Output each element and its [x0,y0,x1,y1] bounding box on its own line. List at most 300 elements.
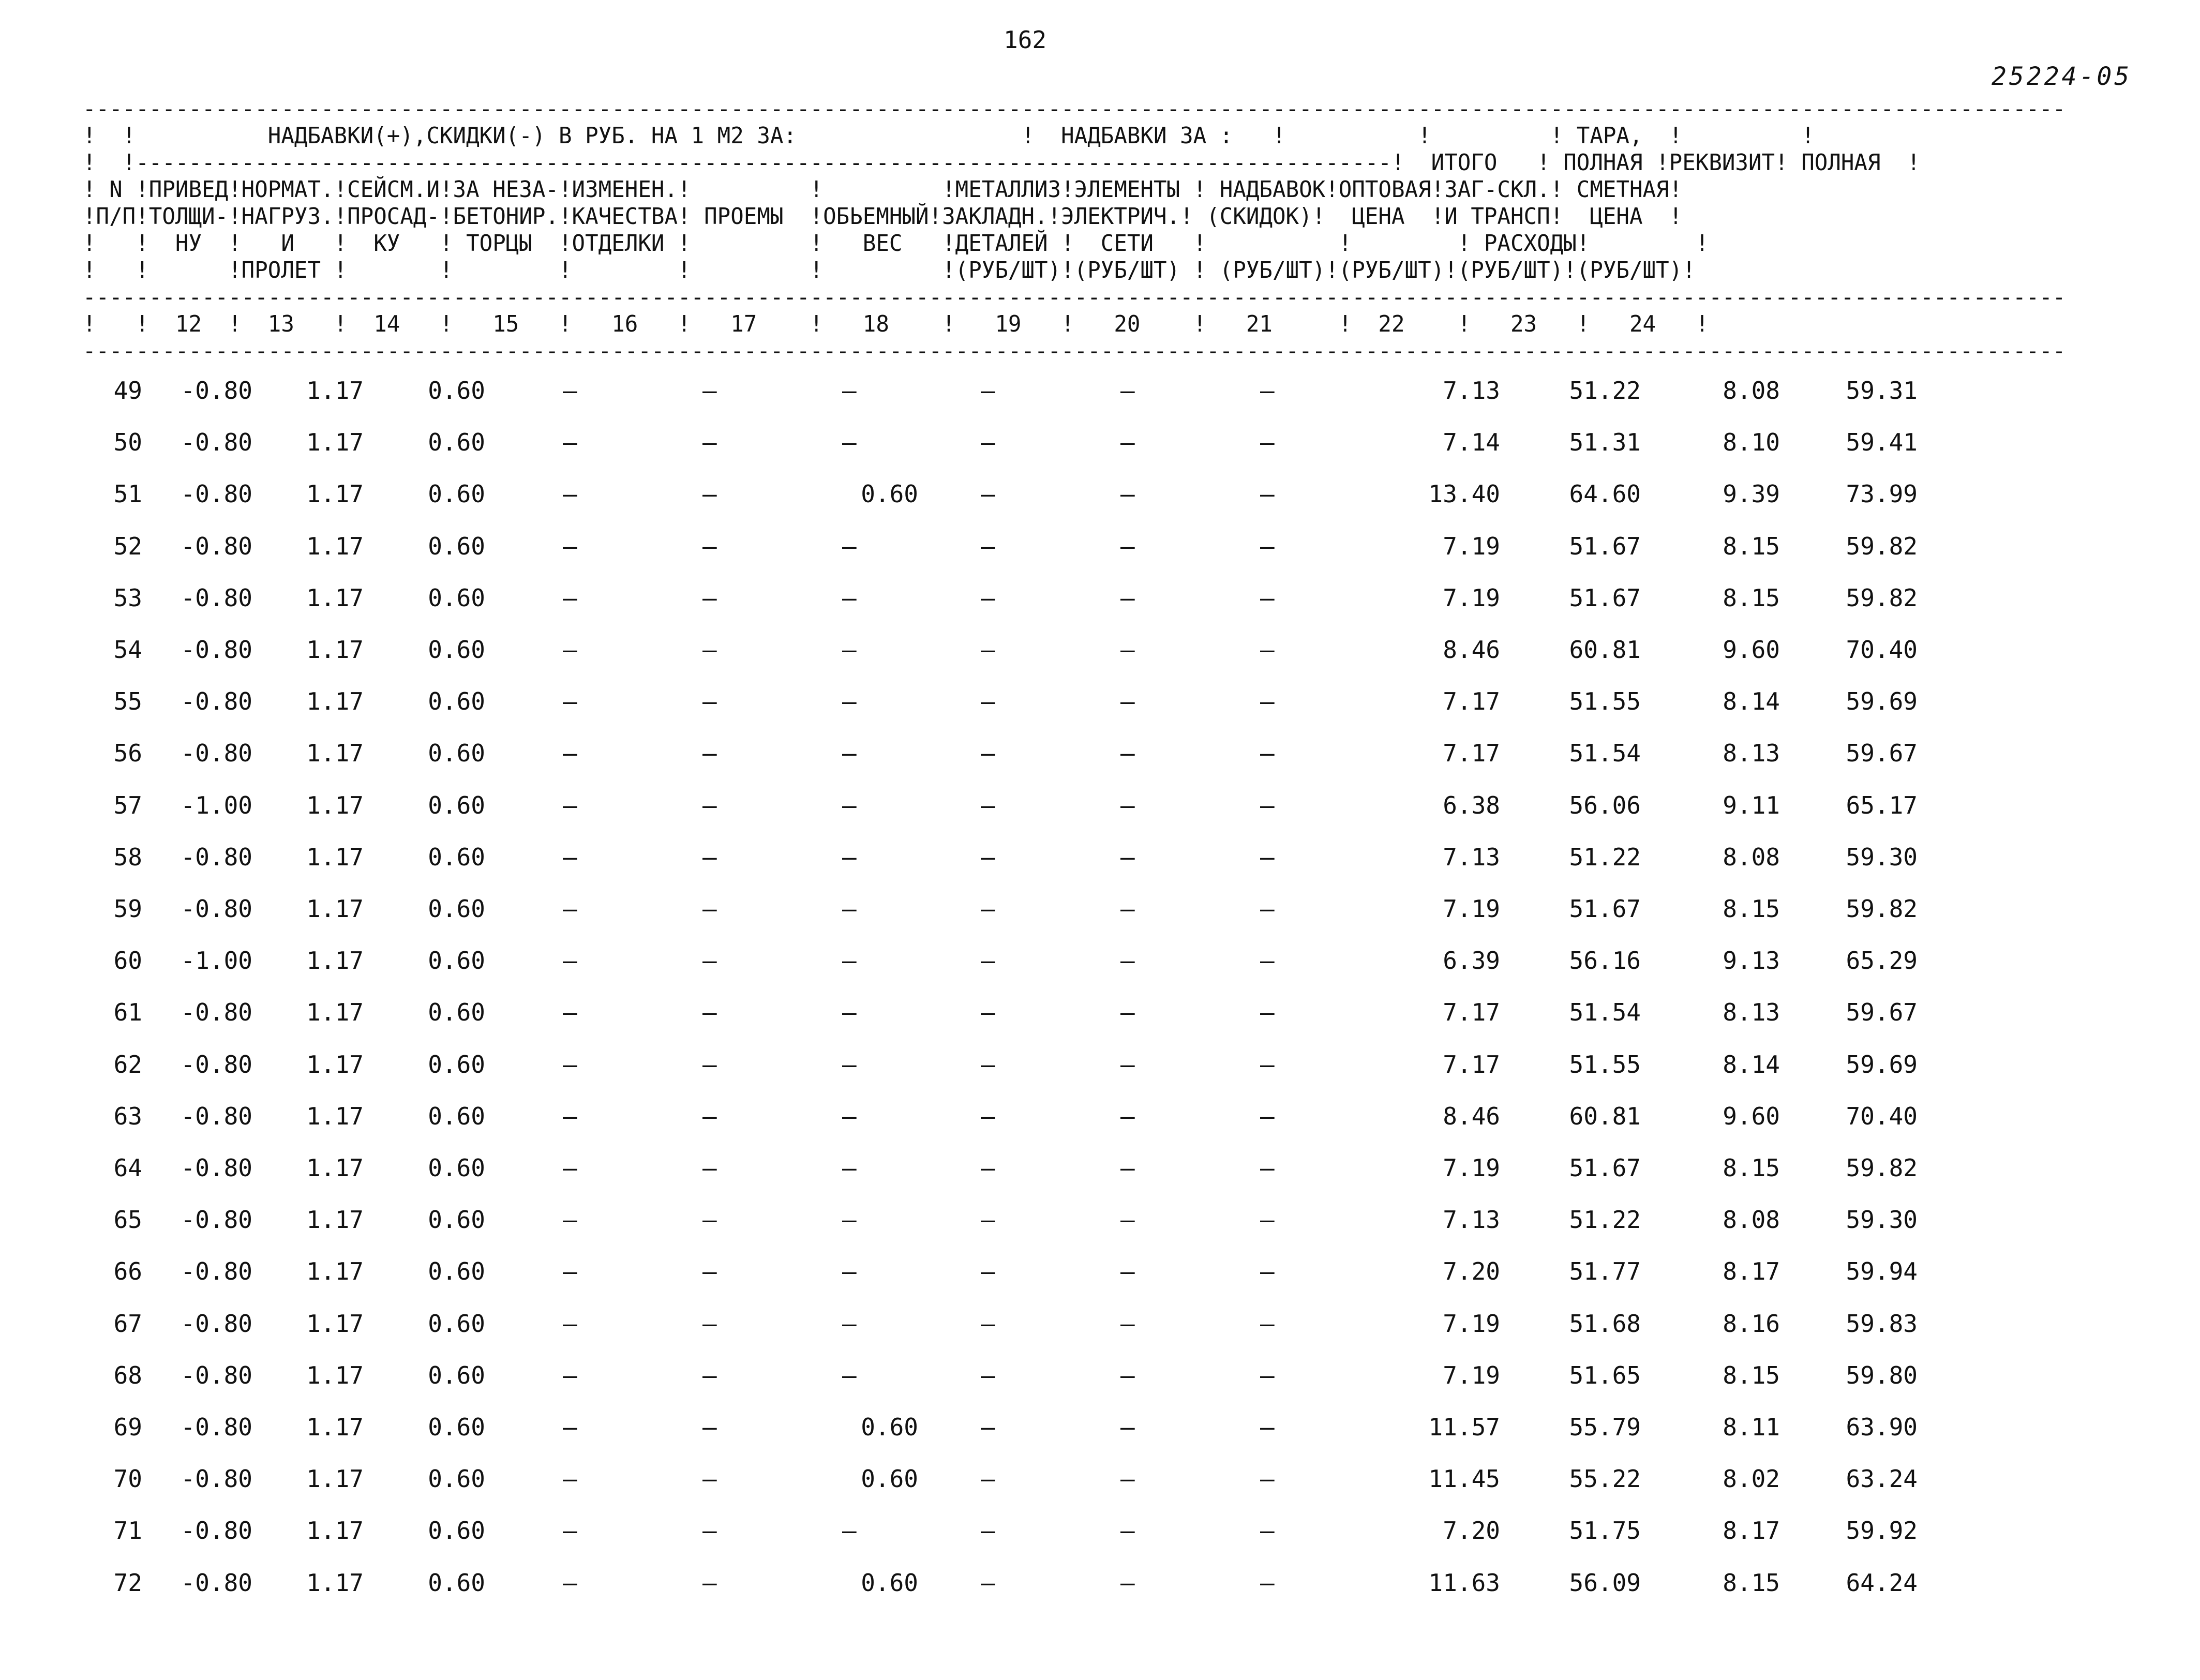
openings-markup: – [842,583,857,612]
packaging-transport: 9.11 [1723,791,1780,819]
electrical-markup: – [1260,895,1275,923]
thickness-discount: -0.80 [181,377,252,404]
end-concreting-markup: – [563,532,577,560]
electrical-markup: – [1260,1413,1275,1441]
finish-quality-markup: – [702,895,717,923]
electrical-markup: – [1260,687,1275,716]
end-concreting-markup: – [563,947,577,975]
seismic-markup: 0.60 [428,1050,485,1078]
row-number: 60 [113,947,142,975]
volume-weight-markup: – [981,998,995,1027]
table-row [0,1465,2200,1496]
metallization-markup: – [1120,687,1135,716]
metallization-markup: – [1120,1050,1135,1078]
wholesale-price: 55.79 [1569,1413,1641,1441]
row-number: 62 [113,1050,142,1078]
load-span-markup: 1.17 [306,583,364,612]
end-concreting-markup: – [563,1568,577,1597]
metallization-markup: – [1120,1413,1135,1441]
row-number: 66 [113,1257,142,1286]
wholesale-price: 51.55 [1569,687,1641,716]
row-number: 65 [113,1206,142,1234]
table-row [0,636,2200,667]
metallization-markup: – [1120,1361,1135,1389]
table-row [0,947,2200,978]
finish-quality-markup: – [702,636,717,664]
finish-quality-markup: – [702,428,717,457]
wholesale-price: 51.65 [1569,1361,1641,1389]
row-number: 71 [113,1517,142,1545]
openings-markup: – [842,1154,857,1182]
seismic-markup: 0.60 [428,636,485,664]
end-concreting-markup: – [563,1154,577,1182]
estimate-price: 59.92 [1846,1517,1918,1545]
seismic-markup: 0.60 [428,895,485,923]
table-row [0,1102,2200,1133]
row-number: 56 [113,739,142,768]
total-markups: 7.19 [1443,532,1500,560]
finish-quality-markup: – [702,583,717,612]
metallization-markup: – [1120,739,1135,768]
volume-weight-markup: – [981,1154,995,1182]
thickness-discount: -0.80 [181,1413,252,1441]
thickness-discount: -0.80 [181,1102,252,1130]
end-concreting-markup: – [563,1361,577,1389]
thickness-discount: -0.80 [181,1154,252,1182]
packaging-transport: 8.02 [1723,1465,1780,1493]
table-row [0,584,2200,615]
electrical-markup: – [1260,1257,1275,1286]
packaging-transport: 9.39 [1723,480,1780,508]
load-span-markup: 1.17 [306,428,364,457]
seismic-markup: 0.60 [428,1465,485,1493]
metallization-markup: – [1120,1206,1135,1234]
electrical-markup: – [1260,636,1275,664]
end-concreting-markup: – [563,1517,577,1545]
metallization-markup: – [1120,532,1135,560]
table-row [0,843,2200,874]
metallization-markup: – [1120,1102,1135,1130]
wholesale-price: 60.81 [1569,636,1641,664]
finish-quality-markup: – [702,1154,717,1182]
finish-quality-markup: – [702,1050,717,1078]
wholesale-price: 51.75 [1569,1517,1641,1545]
end-concreting-markup: – [563,895,577,923]
total-markups: 7.19 [1443,1309,1500,1338]
estimate-price: 65.29 [1846,947,1918,975]
packaging-transport: 8.08 [1723,377,1780,404]
metallization-markup: – [1120,1309,1135,1338]
total-markups: 7.17 [1443,687,1500,716]
row-number: 67 [113,1309,142,1338]
wholesale-price: 51.67 [1569,895,1641,923]
load-span-markup: 1.17 [306,1517,364,1545]
row-number: 64 [113,1154,142,1182]
volume-weight-markup: – [981,1102,995,1130]
openings-markup: – [842,1517,857,1545]
seismic-markup: 0.60 [428,1361,485,1389]
thickness-discount: -0.80 [181,532,252,560]
table-row [0,998,2200,1029]
table-row [0,1051,2200,1082]
volume-weight-markup: – [981,1517,995,1545]
thickness-discount: -0.80 [181,739,252,768]
metallization-markup: – [1120,1568,1135,1597]
end-concreting-markup: – [563,428,577,457]
metallization-markup: – [1120,791,1135,819]
finish-quality-markup: – [702,947,717,975]
electrical-markup: – [1260,1517,1275,1545]
wholesale-price: 55.22 [1569,1465,1641,1493]
finish-quality-markup: – [702,532,717,560]
table-row [0,1310,2200,1341]
row-number: 54 [113,636,142,664]
packaging-transport: 9.60 [1723,636,1780,664]
total-markups: 6.39 [1443,947,1500,975]
seismic-markup: 0.60 [428,1154,485,1182]
wholesale-price: 51.55 [1569,1050,1641,1078]
openings-markup: 0.60 [861,1568,918,1597]
total-markups: 7.19 [1443,1361,1500,1389]
total-markups: 7.17 [1443,1050,1500,1078]
table-row [0,480,2200,511]
seismic-markup: 0.60 [428,947,485,975]
electrical-markup: – [1260,1154,1275,1182]
finish-quality-markup: – [702,843,717,871]
page-number: 162 [1004,26,1047,54]
volume-weight-markup: – [981,428,995,457]
openings-markup: – [842,428,857,457]
thickness-discount: -1.00 [181,791,252,819]
load-span-markup: 1.17 [306,480,364,508]
openings-markup: – [842,739,857,768]
estimate-price: 63.90 [1846,1413,1918,1441]
seismic-markup: 0.60 [428,1102,485,1130]
load-span-markup: 1.17 [306,377,364,404]
wholesale-price: 51.77 [1569,1257,1641,1286]
table-row [0,377,2200,408]
estimate-price: 59.83 [1846,1309,1918,1338]
estimate-price: 64.24 [1846,1568,1918,1597]
end-concreting-markup: – [563,583,577,612]
thickness-discount: -0.80 [181,1568,252,1597]
thickness-discount: -0.80 [181,843,252,871]
metallization-markup: – [1120,636,1135,664]
wholesale-price: 56.09 [1569,1568,1641,1597]
wholesale-price: 51.22 [1569,1206,1641,1234]
table-row [0,791,2200,822]
table-row [0,1361,2200,1392]
total-markups: 7.19 [1443,583,1500,612]
load-span-markup: 1.17 [306,1050,364,1078]
table-header: ------------------------------------------------------------------------------------------------------------------------------------------------------ ! ! НАДБАВКИ(+),СКИДКИ(-) В РУБ. НА 1 М2 ЗА: ! НАДБАВКИ ЗА : ! ! ! ТАРА, ! ! ! !-----------------------------------------------------------------------------------------------! ИТОГО ! ПОЛНАЯ !РЕКВИЗИТ! ПОЛНАЯ ! ! N !ПРИВЕД!НОРМАТ.!СЕЙСМ.И!ЗА НЕЗА-!ИЗМЕНЕН.! ! !МЕТАЛЛИЗ!ЭЛЕМЕНТЫ ! НАДБАВОК!ОПТОВАЯ!ЗАГ-СКЛ.! СМЕТНАЯ! !П/П!ТОЛЩИ-!НАГРУЗ.!ПРОСАД-!БЕТОНИР.!КАЧЕСТВА! ПРОЕМЫ !ОБЬЕМНЫЙ!ЗАКЛАДН.!ЭЛЕКТРИЧ.! (СКИДОК)! ЦЕНА !И ТРАНСП! ЦЕНА ! ! ! НУ ! И ! КУ ! ТОРЦЫ !ОТДЕЛКИ ! ! ВЕС !ДЕТАЛЕЙ ! СЕТИ ! ! ! РАСХОДЫ! ! ! ! !ПРОЛЕТ ! ! ! ! ! !(РУБ/ШТ)!(РУБ/ШТ) ! (РУБ/ШТ)!(РУБ/ШТ)!(РУБ/ШТ)!(РУБ/ШТ)! ------------------------------------------------------------------------------------------------------------------------------------------------------ ! ! 12 ! 13 ! 14 ! 15 ! 16 ! 17 ! 18 ! 19 ! 20 ! 21 ! 22 ! 23 ! 24 ! ------------------------------------------------------------------------------------------------------------------------------------------------------ [83,96,2066,364]
end-concreting-markup: – [563,1309,577,1338]
load-span-markup: 1.17 [306,843,364,871]
row-number: 72 [113,1568,142,1597]
finish-quality-markup: – [702,791,717,819]
metallization-markup: – [1120,947,1135,975]
end-concreting-markup: – [563,1465,577,1493]
thickness-discount: -1.00 [181,947,252,975]
wholesale-price: 60.81 [1569,1102,1641,1130]
wholesale-price: 56.06 [1569,791,1641,819]
openings-markup: – [842,1206,857,1234]
load-span-markup: 1.17 [306,532,364,560]
thickness-discount: -0.80 [181,480,252,508]
packaging-transport: 8.08 [1723,843,1780,871]
openings-markup: – [842,947,857,975]
estimate-price: 59.82 [1846,583,1918,612]
load-span-markup: 1.17 [306,947,364,975]
table-row [0,1154,2200,1185]
volume-weight-markup: – [981,1361,995,1389]
openings-markup: 0.60 [861,1465,918,1493]
electrical-markup: – [1260,583,1275,612]
end-concreting-markup: – [563,1206,577,1234]
openings-markup: – [842,377,857,404]
seismic-markup: 0.60 [428,1206,485,1234]
table-row [0,895,2200,926]
estimate-price: 59.82 [1846,895,1918,923]
wholesale-price: 51.22 [1569,377,1641,404]
volume-weight-markup: – [981,1257,995,1286]
row-number: 50 [113,428,142,457]
total-markups: 7.13 [1443,1206,1500,1234]
table-row [0,687,2200,718]
volume-weight-markup: – [981,1309,995,1338]
volume-weight-markup: – [981,791,995,819]
row-number: 49 [113,377,142,404]
packaging-transport: 8.15 [1723,583,1780,612]
packaging-transport: 8.15 [1723,895,1780,923]
load-span-markup: 1.17 [306,687,364,716]
thickness-discount: -0.80 [181,1050,252,1078]
finish-quality-markup: – [702,687,717,716]
wholesale-price: 51.54 [1569,998,1641,1027]
load-span-markup: 1.17 [306,1309,364,1338]
electrical-markup: – [1260,1309,1275,1338]
packaging-transport: 8.14 [1723,687,1780,716]
seismic-markup: 0.60 [428,583,485,612]
openings-markup: – [842,532,857,560]
wholesale-price: 64.60 [1569,480,1641,508]
thickness-discount: -0.80 [181,998,252,1027]
thickness-discount: -0.80 [181,1465,252,1493]
load-span-markup: 1.17 [306,636,364,664]
total-markups: 11.57 [1428,1413,1500,1441]
row-number: 61 [113,998,142,1027]
electrical-markup: – [1260,1465,1275,1493]
load-span-markup: 1.17 [306,739,364,768]
thickness-discount: -0.80 [181,428,252,457]
total-markups: 7.20 [1443,1257,1500,1286]
openings-markup: – [842,895,857,923]
seismic-markup: 0.60 [428,843,485,871]
packaging-transport: 8.15 [1723,1361,1780,1389]
row-number: 69 [113,1413,142,1441]
seismic-markup: 0.60 [428,1309,485,1338]
estimate-price: 59.82 [1846,532,1918,560]
metallization-markup: – [1120,583,1135,612]
wholesale-price: 51.67 [1569,532,1641,560]
packaging-transport: 9.13 [1723,947,1780,975]
estimate-price: 59.41 [1846,428,1918,457]
row-number: 70 [113,1465,142,1493]
estimate-price: 63.24 [1846,1465,1918,1493]
wholesale-price: 51.22 [1569,843,1641,871]
wholesale-price: 51.68 [1569,1309,1641,1338]
electrical-markup: – [1260,377,1275,404]
estimate-price: 59.31 [1846,377,1918,404]
thickness-discount: -0.80 [181,636,252,664]
finish-quality-markup: – [702,1309,717,1338]
row-number: 58 [113,843,142,871]
volume-weight-markup: – [981,1465,995,1493]
estimate-price: 73.99 [1846,480,1918,508]
row-number: 55 [113,687,142,716]
row-number: 68 [113,1361,142,1389]
packaging-transport: 8.15 [1723,1154,1780,1182]
total-markups: 7.17 [1443,998,1500,1027]
metallization-markup: – [1120,377,1135,404]
total-markups: 11.45 [1428,1465,1500,1493]
openings-markup: 0.60 [861,1413,918,1441]
seismic-markup: 0.60 [428,1517,485,1545]
volume-weight-markup: – [981,1413,995,1441]
estimate-price: 70.40 [1846,636,1918,664]
table-row [0,1206,2200,1237]
electrical-markup: – [1260,1568,1275,1597]
volume-weight-markup: – [981,947,995,975]
openings-markup: – [842,1309,857,1338]
volume-weight-markup: – [981,377,995,404]
end-concreting-markup: – [563,1102,577,1130]
document-code: 25224-05 [1992,62,2132,91]
end-concreting-markup: – [563,480,577,508]
table-row [0,1413,2200,1444]
end-concreting-markup: – [563,843,577,871]
metallization-markup: – [1120,1154,1135,1182]
metallization-markup: – [1120,1465,1135,1493]
electrical-markup: – [1260,1206,1275,1234]
load-span-markup: 1.17 [306,998,364,1027]
packaging-transport: 8.15 [1723,1568,1780,1597]
wholesale-price: 51.67 [1569,583,1641,612]
total-markups: 7.19 [1443,1154,1500,1182]
table-row [0,428,2200,459]
openings-markup: – [842,791,857,819]
load-span-markup: 1.17 [306,1154,364,1182]
total-markups: 6.38 [1443,791,1500,819]
electrical-markup: – [1260,843,1275,871]
metallization-markup: – [1120,428,1135,457]
row-number: 57 [113,791,142,819]
estimate-price: 70.40 [1846,1102,1918,1130]
load-span-markup: 1.17 [306,1206,364,1234]
finish-quality-markup: – [702,1102,717,1130]
total-markups: 13.40 [1428,480,1500,508]
seismic-markup: 0.60 [428,1413,485,1441]
openings-markup: – [842,998,857,1027]
volume-weight-markup: – [981,687,995,716]
total-markups: 8.46 [1443,636,1500,664]
estimate-price: 59.67 [1846,998,1918,1027]
electrical-markup: – [1260,532,1275,560]
thickness-discount: -0.80 [181,1361,252,1389]
end-concreting-markup: – [563,998,577,1027]
volume-weight-markup: – [981,532,995,560]
openings-markup: 0.60 [861,480,918,508]
electrical-markup: – [1260,739,1275,768]
load-span-markup: 1.17 [306,1568,364,1597]
finish-quality-markup: – [702,739,717,768]
seismic-markup: 0.60 [428,739,485,768]
volume-weight-markup: – [981,480,995,508]
seismic-markup: 0.60 [428,428,485,457]
end-concreting-markup: – [563,1257,577,1286]
finish-quality-markup: – [702,480,717,508]
wholesale-price: 51.54 [1569,739,1641,768]
end-concreting-markup: – [563,1413,577,1441]
table-row [0,1257,2200,1288]
end-concreting-markup: – [563,1050,577,1078]
finish-quality-markup: – [702,1568,717,1597]
packaging-transport: 8.17 [1723,1257,1780,1286]
total-markups: 8.46 [1443,1102,1500,1130]
seismic-markup: 0.60 [428,998,485,1027]
estimate-price: 59.69 [1846,687,1918,716]
estimate-price: 59.30 [1846,1206,1918,1234]
wholesale-price: 56.16 [1569,947,1641,975]
row-number: 59 [113,895,142,923]
openings-markup: – [842,1102,857,1130]
packaging-transport: 8.17 [1723,1517,1780,1545]
finish-quality-markup: – [702,1517,717,1545]
packaging-transport: 8.11 [1723,1413,1780,1441]
electrical-markup: – [1260,428,1275,457]
thickness-discount: -0.80 [181,583,252,612]
packaging-transport: 8.08 [1723,1206,1780,1234]
row-number: 63 [113,1102,142,1130]
metallization-markup: – [1120,1257,1135,1286]
load-span-markup: 1.17 [306,1361,364,1389]
load-span-markup: 1.17 [306,1257,364,1286]
volume-weight-markup: – [981,739,995,768]
openings-markup: – [842,636,857,664]
openings-markup: – [842,843,857,871]
packaging-transport: 8.15 [1723,532,1780,560]
wholesale-price: 51.67 [1569,1154,1641,1182]
openings-markup: – [842,1050,857,1078]
volume-weight-markup: – [981,1206,995,1234]
estimate-price: 59.69 [1846,1050,1918,1078]
electrical-markup: – [1260,1102,1275,1130]
finish-quality-markup: – [702,1206,717,1234]
metallization-markup: – [1120,895,1135,923]
row-number: 52 [113,532,142,560]
load-span-markup: 1.17 [306,895,364,923]
finish-quality-markup: – [702,1257,717,1286]
volume-weight-markup: – [981,895,995,923]
volume-weight-markup: – [981,843,995,871]
volume-weight-markup: – [981,636,995,664]
end-concreting-markup: – [563,739,577,768]
finish-quality-markup: – [702,1465,717,1493]
table-row [0,1569,2200,1600]
seismic-markup: 0.60 [428,532,485,560]
electrical-markup: – [1260,480,1275,508]
packaging-transport: 8.16 [1723,1309,1780,1338]
